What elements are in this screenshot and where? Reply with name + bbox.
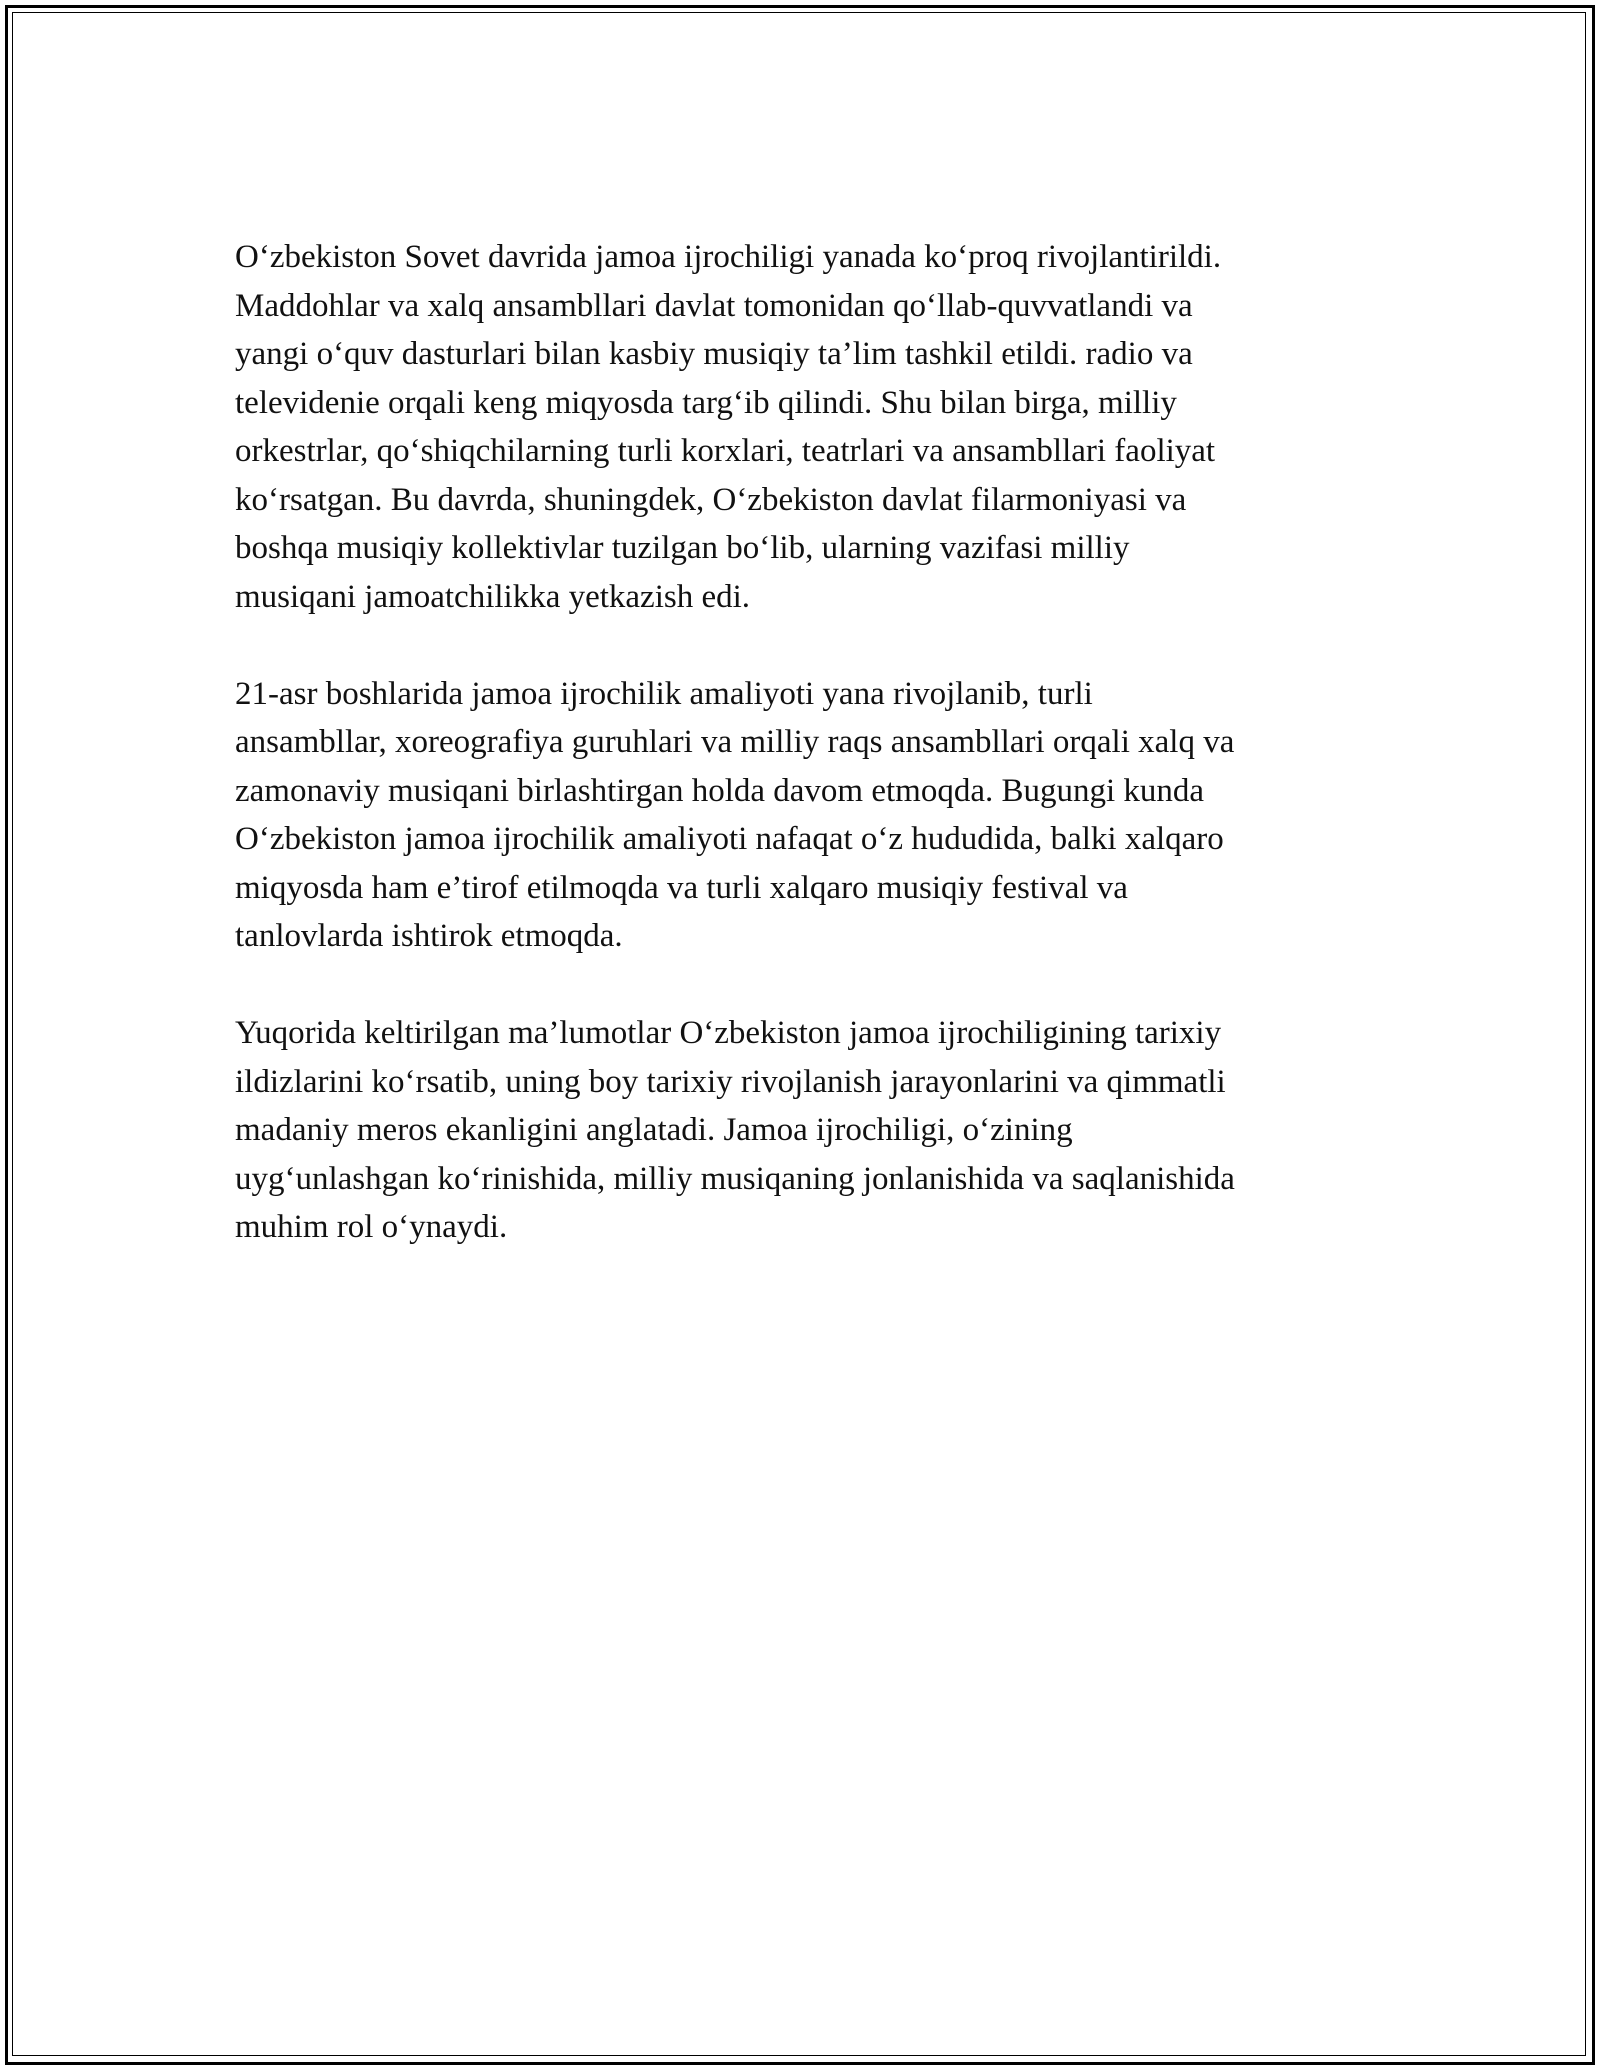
- paragraph-line: televidenie orqali keng miqyosda targ‘ib qilindi. Shu bilan birga, milliy: [235, 384, 1177, 421]
- paragraph-line: O‘zbekiston Sovet davrida jamoa ijrochiligi yanada ko‘proq rivojlantirildi.: [235, 239, 1222, 275]
- paragraph-1: [235, 233, 1365, 621]
- paragraph-line: ildizlarini ko‘rsatib, uning boy tarixiy rivojlanish jarayonlarini va qimmatli: [235, 1063, 1226, 1100]
- paragraph-line: madaniy meros ekanligini anglatadi. Jamoa ijrochiligi, o‘zining: [235, 1112, 1073, 1148]
- paragraph-line: zamonaviy musiqani birlashtirgan holda davom etmoqda. Bugungi kunda: [235, 772, 1205, 809]
- paragraph-line: 21-asr boshlarida jamoa ijrochilik amaliyoti yana rivojlanib, turli: [235, 675, 1093, 712]
- paragraph-3: [235, 1009, 1365, 1252]
- document-body: [235, 233, 1365, 1300]
- paragraph-line: musiqani jamoatchilikka yetkazish edi.: [235, 578, 751, 615]
- paragraph-line: Yuqorida keltirilgan ma’lumotlar O‘zbekiston jamoa ijrochiligining tarixiy: [235, 1015, 1222, 1051]
- paragraph-line: orkestrlar, qo‘shiqchilarning turli korxlari, teatrlari va ansambllari faoliyat: [235, 433, 1216, 469]
- paragraph-line: yangi o‘quv dasturlari bilan kasbiy musiqiy ta’lim tashkil etildi. radio va: [235, 336, 1193, 372]
- paragraph-line: Maddohlar va xalq ansambllari davlat tomonidan qo‘llab-quvvatlandi va: [235, 287, 1193, 324]
- paragraph-line: tanlovlarda ishtirok etmoqda.: [235, 918, 623, 954]
- paragraph-line: ansambllar, xoreografiya guruhlari va milliy raqs ansambllari orqali xalq va: [235, 724, 1235, 760]
- paragraph-line: O‘zbekiston jamoa ijrochilik amaliyoti nafaqat o‘z hududida, balki xalqaro: [235, 821, 1224, 857]
- paragraph-line: boshqa musiqiy kollektivlar tuzilgan bo‘lib, ularning vazifasi milliy: [235, 530, 1130, 566]
- paragraph-line: miqyosda ham e’tirof etilmoqda va turli xalqaro musiqiy festival va: [235, 869, 1128, 906]
- paragraph-2: [235, 670, 1365, 961]
- paragraph-line: uyg‘unlashgan ko‘rinishida, milliy musiqaning jonlanishida va saqlanishida: [235, 1160, 1235, 1197]
- paragraph-line: muhim rol o‘ynaydi.: [235, 1209, 508, 1245]
- paragraph-line: ko‘rsatgan. Bu davrda, shuningdek, O‘zbekiston davlat filarmoniyasi va: [235, 481, 1187, 518]
